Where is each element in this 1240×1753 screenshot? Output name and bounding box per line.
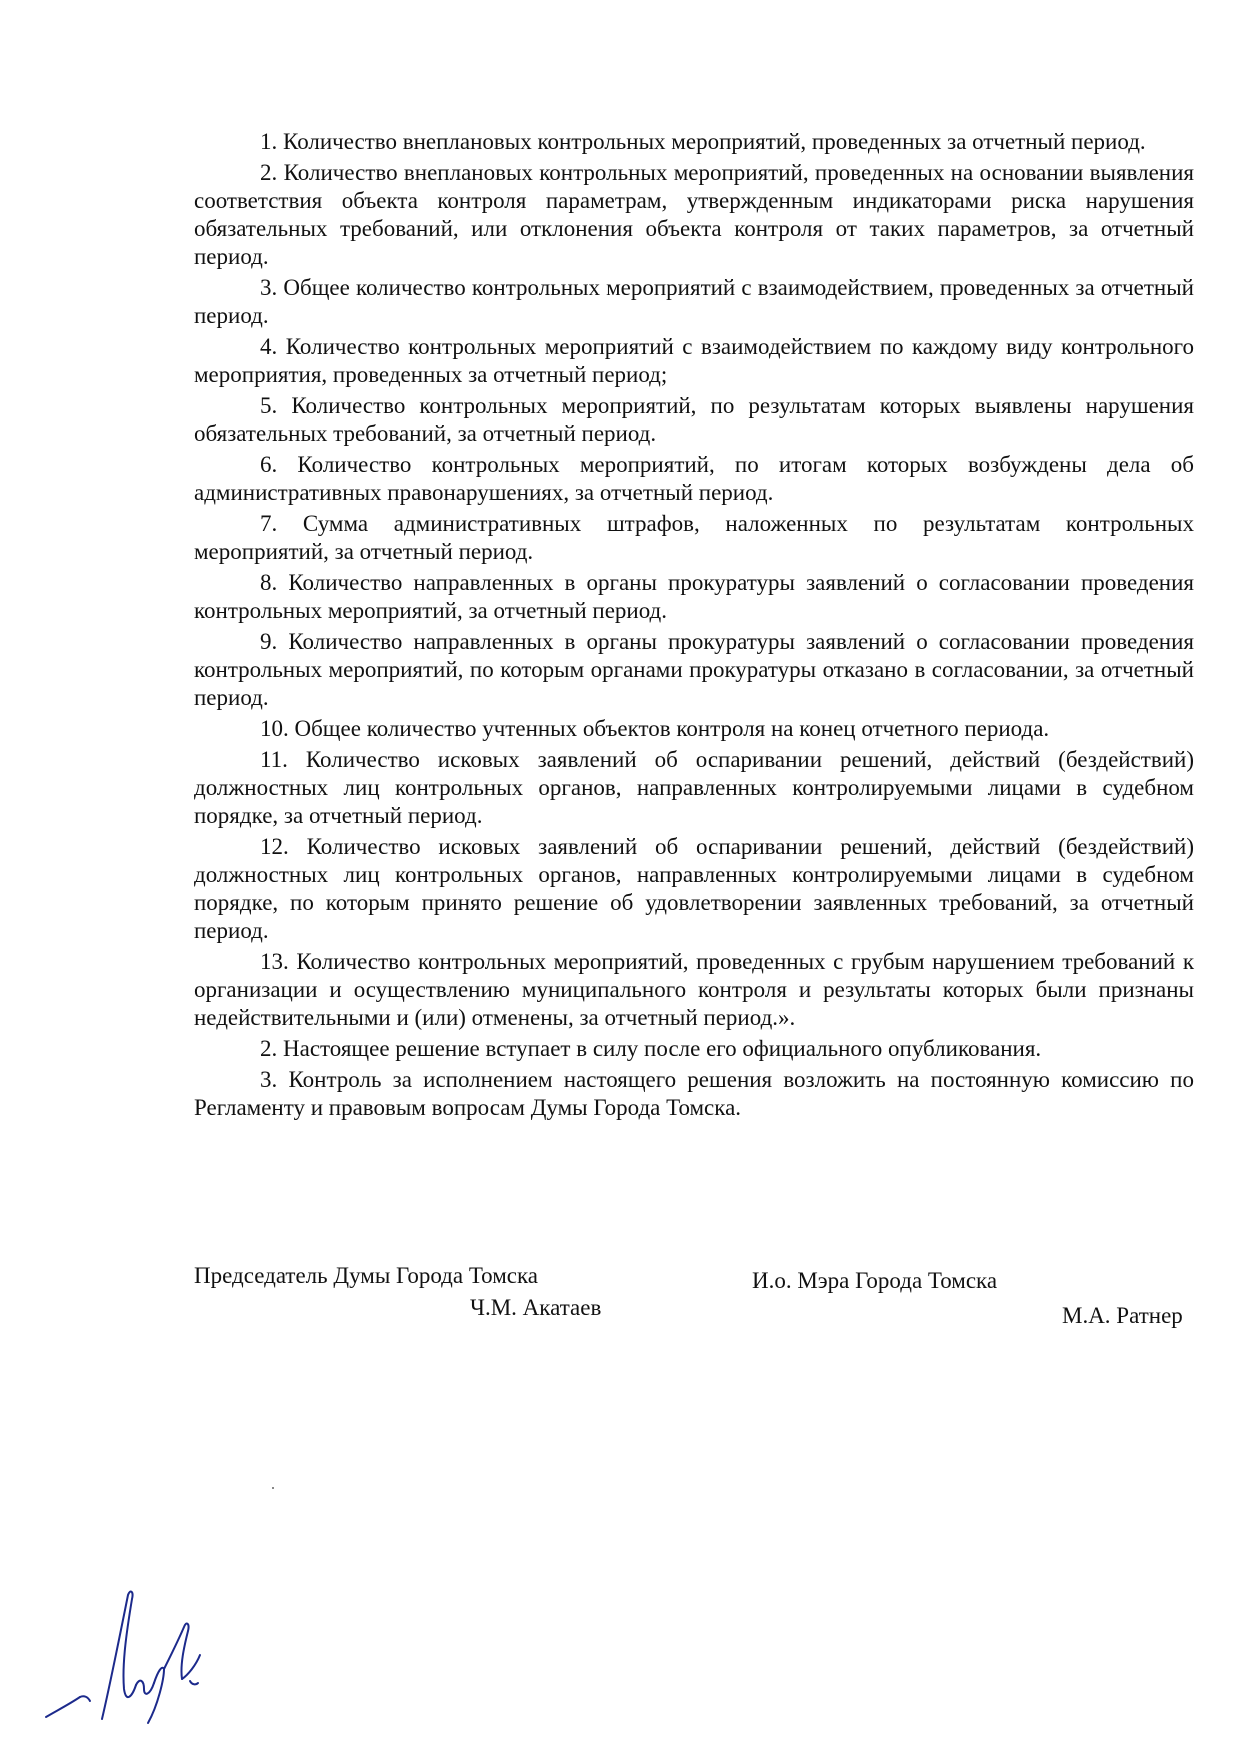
clause-control: 3. Контроль за исполнением настоящего решения возложить на постоянную комиссию по Регламенту и правовым вопросам Думы Города Томска. <box>194 1067 1194 1120</box>
list-item-7: 7. Сумма административных штрафов, наложенных по результатам контрольных мероприятий, за отчетный период. <box>194 511 1194 564</box>
list-item-2: 2. Количество внеплановых контрольных мероприятий, проведенных на основании выявления соответствия объекта контроля параметрам, утвержденным индикаторами риска нарушения обязательных требований, или отклонения объекта контроля от таких параметров, за отчетный период. <box>194 160 1194 269</box>
list-item-8: 8. Количество направленных в органы прокуратуры заявлений о согласовании проведения контрольных мероприятий, за отчетный период. <box>194 570 1194 623</box>
list-item-11: 11. Количество исковых заявлений об оспаривании решений, действий (бездействий) должностных лиц контрольных органов, направленных контролируемыми лицами в судебном порядке, за отчетный период. <box>194 747 1194 828</box>
mayor-title: И.о. Мэра Города Томска <box>752 1268 998 1293</box>
scan-dot <box>272 1487 274 1489</box>
list-item-3: 3. Общее количество контрольных мероприятий с взаимодействием, проведенных за отчетный период. <box>194 275 1194 328</box>
chairman-name: Ч.М. Акатаев <box>470 1295 602 1320</box>
document-body <box>194 128 1194 1125</box>
list-item-13: 13. Количество контрольных мероприятий, проведенных с грубым нарушением требований к организации и осуществлению муниципального контроля и результаты которых были признаны недействительными и (или) отменены, за отчетный период.». <box>194 949 1194 1030</box>
list-item-10: 10. Общее количество учтенных объектов контроля на конец отчетного периода. <box>260 716 1050 741</box>
clause-effective-date: 2. Настоящее решение вступает в силу после его официального опубликования. <box>260 1036 1042 1061</box>
handwritten-initials-signature <box>40 1585 210 1725</box>
list-item-12: 12. Количество исковых заявлений об оспаривании решений, действий (бездействий) должностных лиц контрольных органов, направленных контролируемыми лицами в судебном порядке, по которым принято решение об удовлетворении заявленных требований, за отчетный период. <box>194 834 1194 943</box>
list-item-6: 6. Количество контрольных мероприятий, по итогам которых возбуждены дела об административных правонарушениях, за отчетный период. <box>194 452 1194 505</box>
chairman-title: Председатель Думы Города Томска <box>194 1263 539 1288</box>
mayor-name: М.А. Ратнер <box>1062 1303 1183 1328</box>
list-item-5: 5. Количество контрольных мероприятий, по результатам которых выявлены нарушения обязательных требований, за отчетный период. <box>194 393 1194 446</box>
list-item-1: 1. Количество внеплановых контрольных мероприятий, проведенных за отчетный период. <box>260 129 1146 154</box>
list-item-9: 9. Количество направленных в органы прокуратуры заявлений о согласовании проведения контрольных мероприятий, по которым органами прокуратуры отказано в согласовании, за отчетный период. <box>194 629 1194 710</box>
list-item-4: 4. Количество контрольных мероприятий с взаимодействием по каждому виду контрольного мероприятия, проведенных за отчетный период; <box>194 334 1194 387</box>
